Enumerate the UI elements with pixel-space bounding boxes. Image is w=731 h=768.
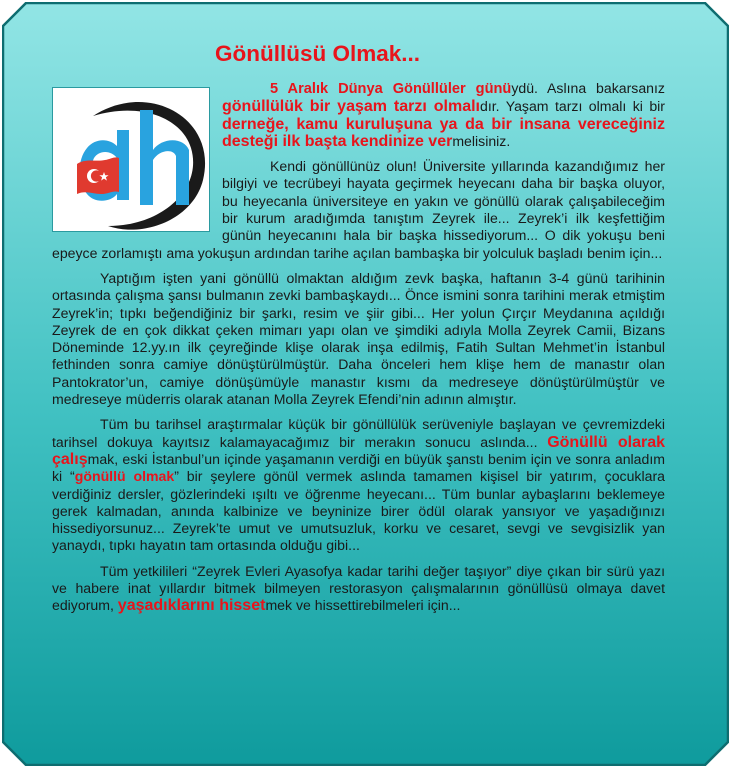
highlight-support: derneğe, kamu kuruluşuna ya da bir insana vereceğiniz desteği ilk başta kendinize ver [222,115,665,150]
text-run: mak, eski İstanbul’un içinde yaşamanın verdiği en büyük şanstı benim için ve sonra anladım ki “ [52,450,665,485]
dh-logo-icon [52,87,210,232]
highlight-work-volunteer: Gönüllü olarak çalış [52,433,665,468]
article-panel [2,2,729,766]
logo-graphic [53,88,211,233]
highlight-be-volunteer: gönüllü olmak [74,468,175,485]
paragraph-invitation [52,563,665,615]
text-run: melisiniz. [452,132,511,149]
text-run: Tüm yetkilileri “Zeyrek Evleri Ayasofya kadar tarihi değer taşıyor” diye çıkan bir sürü yazı ve habere inat yıllardır bitmek bilmeyen restorasyon çalışmalarının gönüllüsü olmaya davet ediyorum, [52,562,665,614]
highlight-volunteer-day: 5 Aralık Dünya Gönüllüler günü [270,81,512,97]
highlight-lifestyle: gönüllülük bir yaşam tarzı olmalı [222,98,480,116]
article-body [52,40,665,615]
paragraph-volunteering [52,416,665,554]
text-run: ” bir şeylere gönül vermek aslında tamamen kişisel bir yatırım, çocuklara verdiğiniz dersler, gözlerindeki ışıltı ve öğrenme heyecanı... Tüm bunlar aybaşlarını beklemeye gerek kalmadan, anında kalbinize ve beyninize birer ödül olarak yansıyor ve yaşadığınızı hissediyorsunuz... Zeyrek’te umut ve umutsuzluk, korku ve cesaret, sevgi ve sevgisizlik yan yanaydı, tıpkı hayatın tam ortasında olduğu gibi... [52,468,665,554]
paragraph-own-volunteer: Kendi gönüllünüz olun! Üniversite yıllarında kazandığımız her bilgiyi ve tecrübeyi hayata geçirmek heyecanı daha bir başka oluyor, bu heyecanla üniversiteye en yakın ve gönüllü olarak çalışabileceğim bir kurum aradığımda tanıştım Zeyrek ile... Zeyrek’i ilk keşfettiğim günün heyecanını hala bir başka hissediyorum... O dik yokuşu beni epeyce zorlamıştı ama yokuşun ardından tarihe açılan bambaşka bir yolculuk başladı benim için... [52,158,665,261]
highlight-feel-it: yaşadıklarını hisset [117,597,266,615]
paragraph-history: Yaptığım işten yani gönüllü olmaktan aldığım zevk başka, haftanın 3-4 günü tarihinin ortasında çalışma şansı bulmanın zevki bambaşkaydı... Önce ismini sonra tarihini merak etmiştim Zeyrek’in; tıpkı beğendiğiniz bir şarkı, resim ve şiir gibi... Her yolun Çırçır Meydanına açıldığı Zeyrek de en çok dikkat çeken mimarı yapı olan ve şimdiki adıyla Molla Zeyrek Camii, Bizans Döneminde 12.yy.ın ilk çeyreğinde klişe olarak inşa edilmiş, Fatih Sultan Mehmet’in İstanbul fethinden sonra camiye dönüştürülmüştür. Daha önceleri hem klişe hem de manastır olan Pantokrator’un, camiye dönüşümüyle manastır kısmı da medreseye dönüştürülmüştür ve medreseye müderris olarak atanan Molla Zeyrek Efendi’nin adının almıştır. [52,269,665,408]
text-run: dır. Yaşam tarzı olmalı ki bir [480,98,665,115]
text-run: ydü. Aslına bakarsanız [511,80,665,96]
text-run: mek ve hissettirebilmeleri için... [265,597,461,614]
page-title: Gönüllüsü Olmak... [214,41,421,66]
text-run: Tüm bu tarihsel araştırmalar küçük bir gönüllülük serüveniyle başlayan ve çevremizdeki tarihsel dokuya kayıtsız kalamayacağımız bir merakın sonucu aslında... [52,416,665,450]
